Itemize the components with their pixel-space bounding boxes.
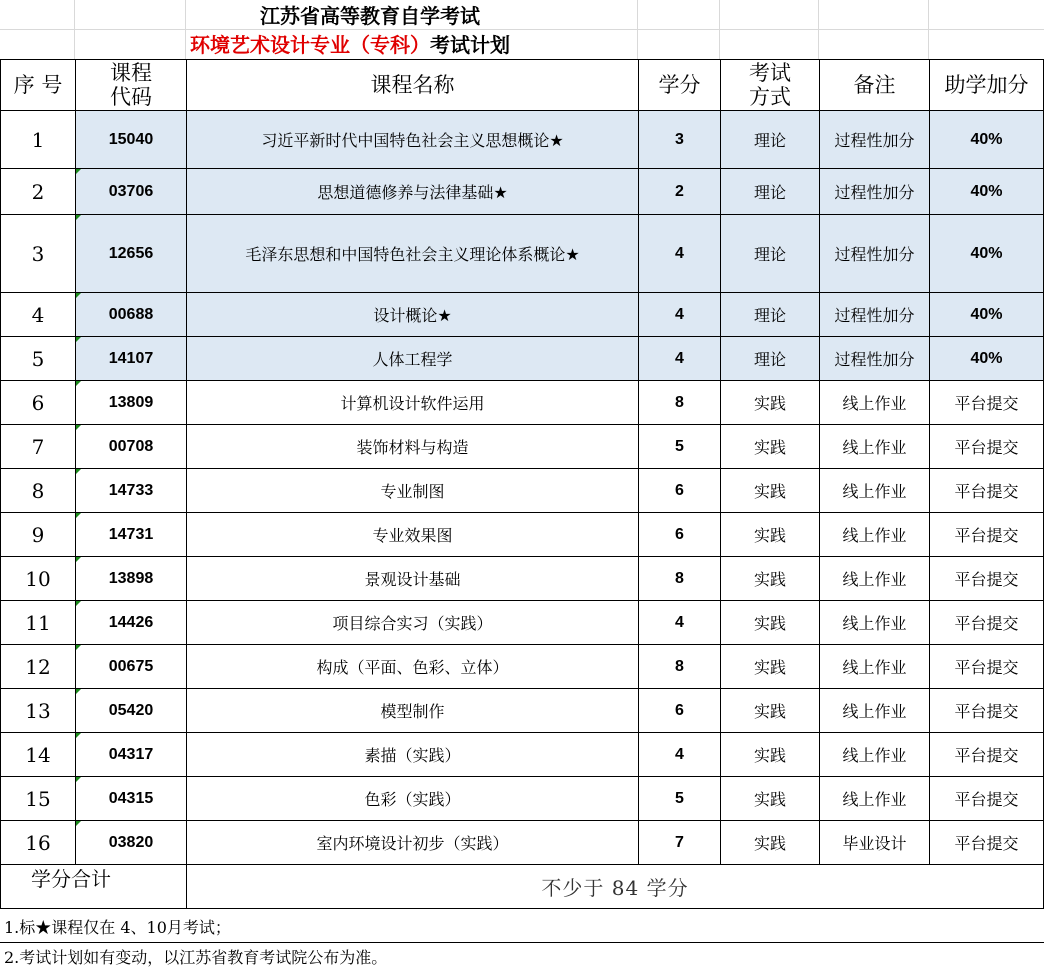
course-code: 05420 bbox=[76, 689, 187, 733]
table-row bbox=[1, 111, 1044, 169]
remark: 过程性加分 bbox=[820, 215, 930, 293]
exam-mode: 实践 bbox=[721, 425, 820, 469]
remark: 毕业设计 bbox=[820, 821, 930, 865]
course-credit: 8 bbox=[639, 381, 721, 425]
exam-mode: 实践 bbox=[721, 557, 820, 601]
row-seq: 1 bbox=[1, 111, 76, 169]
bonus-credit: 40% bbox=[930, 169, 1044, 215]
course-code: 03820 bbox=[76, 821, 187, 865]
course-name: 毛泽东思想和中国特色社会主义理论体系概论★ bbox=[187, 215, 639, 293]
table-row bbox=[1, 381, 1044, 425]
table-row bbox=[1, 425, 1044, 469]
bonus-credit: 平台提交 bbox=[930, 381, 1044, 425]
course-credit: 7 bbox=[639, 821, 721, 865]
row-seq: 7 bbox=[1, 425, 76, 469]
row-seq: 11 bbox=[1, 601, 76, 645]
remark: 线上作业 bbox=[820, 645, 930, 689]
exam-mode: 理论 bbox=[721, 215, 820, 293]
course-code: 04315 bbox=[76, 777, 187, 821]
exam-mode: 实践 bbox=[721, 513, 820, 557]
course-credit: 4 bbox=[639, 601, 721, 645]
remark: 过程性加分 bbox=[820, 337, 930, 381]
bonus-credit: 平台提交 bbox=[930, 513, 1044, 557]
row-seq: 8 bbox=[1, 469, 76, 513]
course-credit: 6 bbox=[639, 689, 721, 733]
footnote-1: 1.标★课程仅在 4、10月考试； bbox=[0, 913, 1044, 943]
course-code: 15040 bbox=[76, 111, 187, 169]
total-row bbox=[1, 865, 1044, 909]
remark: 线上作业 bbox=[820, 689, 930, 733]
course-credit: 5 bbox=[639, 777, 721, 821]
course-credit: 4 bbox=[639, 337, 721, 381]
course-code: 03706 bbox=[76, 169, 187, 215]
course-name: 思想道德修养与法律基础★ bbox=[187, 169, 639, 215]
course-name: 设计概论★ bbox=[187, 293, 639, 337]
course-name: 景观设计基础 bbox=[187, 557, 639, 601]
course-name: 模型制作 bbox=[187, 689, 639, 733]
total-label: 学分合计 bbox=[1, 865, 187, 909]
remark: 线上作业 bbox=[820, 469, 930, 513]
row-seq: 3 bbox=[1, 215, 76, 293]
bonus-credit: 平台提交 bbox=[930, 425, 1044, 469]
table-row bbox=[1, 513, 1044, 557]
exam-mode: 实践 bbox=[721, 381, 820, 425]
table-row bbox=[1, 821, 1044, 865]
course-code: 00675 bbox=[76, 645, 187, 689]
table-row bbox=[1, 337, 1044, 381]
remark: 线上作业 bbox=[820, 513, 930, 557]
course-name: 装饰材料与构造 bbox=[187, 425, 639, 469]
row-seq: 10 bbox=[1, 557, 76, 601]
header-mode: 考试方式 bbox=[721, 60, 820, 111]
remark: 线上作业 bbox=[820, 557, 930, 601]
table-row bbox=[1, 777, 1044, 821]
course-credit: 3 bbox=[639, 111, 721, 169]
row-seq: 12 bbox=[1, 645, 76, 689]
exam-mode: 实践 bbox=[721, 733, 820, 777]
header-bonus: 助学加分 bbox=[930, 60, 1044, 111]
bonus-credit: 平台提交 bbox=[930, 469, 1044, 513]
document-title: 江苏省高等教育自学考试 bbox=[260, 4, 480, 28]
row-seq: 9 bbox=[1, 513, 76, 557]
bonus-credit: 40% bbox=[930, 337, 1044, 381]
header-row bbox=[1, 60, 1044, 111]
course-credit: 5 bbox=[639, 425, 721, 469]
row-seq: 14 bbox=[1, 733, 76, 777]
course-name: 室内环境设计初步（实践） bbox=[187, 821, 639, 865]
course-credit: 2 bbox=[639, 169, 721, 215]
course-code: 14426 bbox=[76, 601, 187, 645]
row-seq: 13 bbox=[1, 689, 76, 733]
course-name: 构成（平面、色彩、立体） bbox=[187, 645, 639, 689]
bonus-credit: 平台提交 bbox=[930, 821, 1044, 865]
table-row bbox=[1, 469, 1044, 513]
remark: 线上作业 bbox=[820, 601, 930, 645]
exam-mode: 理论 bbox=[721, 293, 820, 337]
course-credit: 6 bbox=[639, 469, 721, 513]
course-name: 专业制图 bbox=[187, 469, 639, 513]
bonus-credit: 40% bbox=[930, 293, 1044, 337]
row-seq: 16 bbox=[1, 821, 76, 865]
course-code: 14107 bbox=[76, 337, 187, 381]
bonus-credit: 平台提交 bbox=[930, 645, 1044, 689]
course-code: 14731 bbox=[76, 513, 187, 557]
exam-mode: 实践 bbox=[721, 777, 820, 821]
course-code: 14733 bbox=[76, 469, 187, 513]
remark: 线上作业 bbox=[820, 425, 930, 469]
row-seq: 15 bbox=[1, 777, 76, 821]
table-row bbox=[1, 293, 1044, 337]
table-row bbox=[1, 733, 1044, 777]
course-name: 人体工程学 bbox=[187, 337, 639, 381]
header-code: 课程代码 bbox=[76, 60, 187, 111]
course-code: 00688 bbox=[76, 293, 187, 337]
bonus-credit: 平台提交 bbox=[930, 557, 1044, 601]
remark: 过程性加分 bbox=[820, 111, 930, 169]
exam-mode: 理论 bbox=[721, 169, 820, 215]
header-note: 备注 bbox=[820, 60, 930, 111]
course-credit: 4 bbox=[639, 215, 721, 293]
course-name: 习近平新时代中国特色社会主义思想概论★ bbox=[187, 111, 639, 169]
remark: 过程性加分 bbox=[820, 293, 930, 337]
footnote-2: 2.考试计划如有变动，以江苏省教育考试院公布为准。 bbox=[4, 948, 388, 967]
table-row bbox=[1, 601, 1044, 645]
course-name: 专业效果图 bbox=[187, 513, 639, 557]
exam-mode: 实践 bbox=[721, 601, 820, 645]
exam-plan-table bbox=[0, 59, 1044, 909]
course-name: 项目综合实习（实践） bbox=[187, 601, 639, 645]
total-value: 不少于 84 学分 bbox=[187, 865, 1044, 909]
exam-mode: 理论 bbox=[721, 111, 820, 169]
major-name: 环境艺术设计专业（专科） bbox=[190, 33, 430, 57]
course-code: 04317 bbox=[76, 733, 187, 777]
row-seq: 2 bbox=[1, 169, 76, 215]
header-credit: 学分 bbox=[639, 60, 721, 111]
exam-mode: 实践 bbox=[721, 821, 820, 865]
remark: 线上作业 bbox=[820, 381, 930, 425]
table-row bbox=[1, 645, 1044, 689]
course-name: 素描（实践） bbox=[187, 733, 639, 777]
bonus-credit: 平台提交 bbox=[930, 777, 1044, 821]
exam-mode: 理论 bbox=[721, 337, 820, 381]
header-name: 课程名称 bbox=[187, 60, 639, 111]
bonus-credit: 平台提交 bbox=[930, 733, 1044, 777]
bonus-credit: 40% bbox=[930, 111, 1044, 169]
row-seq: 5 bbox=[1, 337, 76, 381]
exam-mode: 实践 bbox=[721, 689, 820, 733]
course-credit: 8 bbox=[639, 645, 721, 689]
course-code: 12656 bbox=[76, 215, 187, 293]
header-seq: 序 号 bbox=[1, 60, 76, 111]
row-seq: 4 bbox=[1, 293, 76, 337]
course-name: 计算机设计软件运用 bbox=[187, 381, 639, 425]
exam-mode: 实践 bbox=[721, 645, 820, 689]
remark: 过程性加分 bbox=[820, 169, 930, 215]
bonus-credit: 40% bbox=[930, 215, 1044, 293]
bonus-credit: 平台提交 bbox=[930, 689, 1044, 733]
course-name: 色彩（实践） bbox=[187, 777, 639, 821]
course-credit: 6 bbox=[639, 513, 721, 557]
row-seq: 6 bbox=[1, 381, 76, 425]
exam-mode: 实践 bbox=[721, 469, 820, 513]
table-row bbox=[1, 169, 1044, 215]
remark: 线上作业 bbox=[820, 777, 930, 821]
course-code: 13809 bbox=[76, 381, 187, 425]
table-row bbox=[1, 689, 1044, 733]
course-credit: 4 bbox=[639, 293, 721, 337]
table-row bbox=[1, 215, 1044, 293]
course-code: 13898 bbox=[76, 557, 187, 601]
document-subtitle bbox=[190, 30, 610, 60]
course-code: 00708 bbox=[76, 425, 187, 469]
course-credit: 8 bbox=[639, 557, 721, 601]
course-credit: 4 bbox=[639, 733, 721, 777]
remark: 线上作业 bbox=[820, 733, 930, 777]
subtitle-suffix: 考试计划 bbox=[430, 33, 510, 57]
table-row bbox=[1, 557, 1044, 601]
bonus-credit: 平台提交 bbox=[930, 601, 1044, 645]
